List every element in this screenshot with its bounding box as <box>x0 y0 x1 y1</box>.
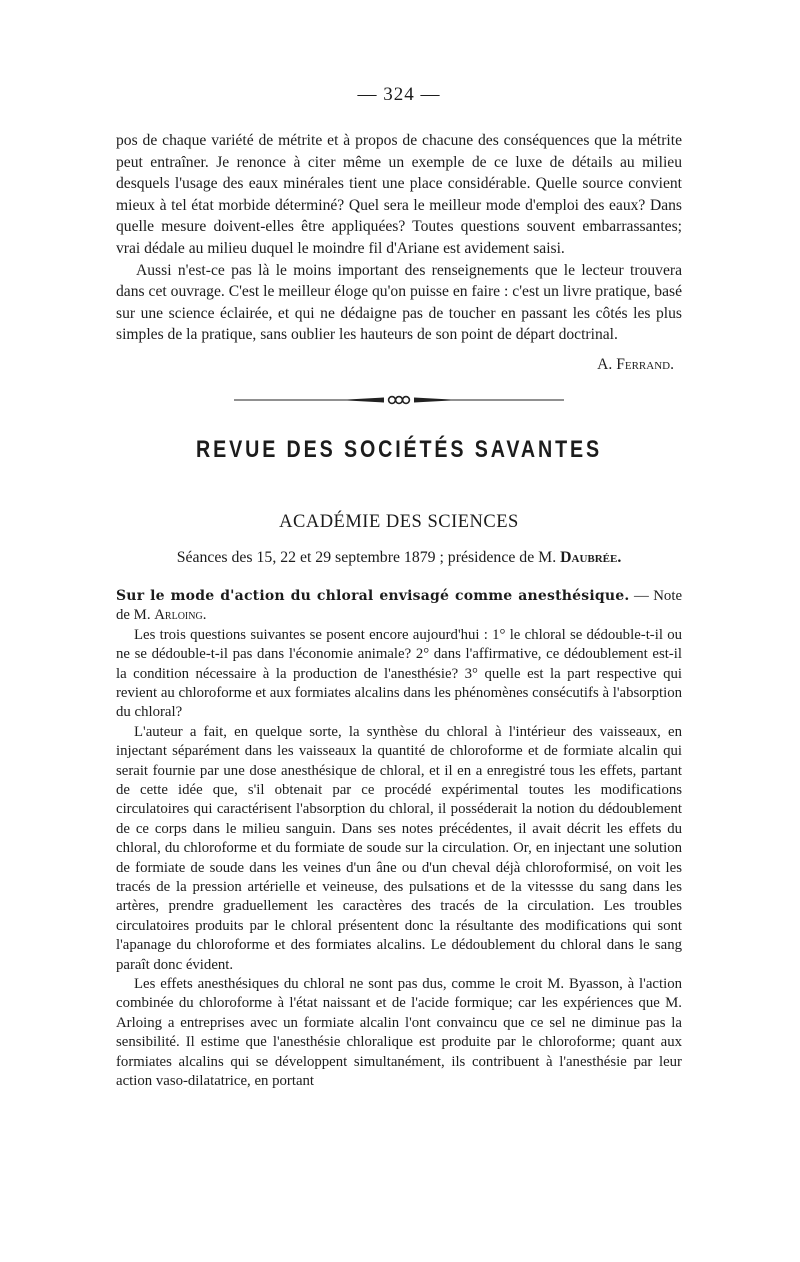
ornament-rule-icon <box>234 394 564 406</box>
page-number: — 324 — <box>357 84 441 105</box>
subsection-title: ACADÉMIE DES SCIENCES <box>279 511 519 532</box>
article-paragraph-1: Les trois questions suivantes se posent encore aujourd'hui : 1° le chloral se dédouble-t-il ou ne se dédouble-t-il pas dans l'économie animale? 2° dans l'affirmative, ce dédoublement est-il la condition nécessaire à la production de l'anesthésie? 3° quelle est la part respective qui revient au chloroforme et aux formiates alcalins dans les phénomènes consécutifs à l'absorption du chloral? <box>116 626 682 721</box>
session-line <box>116 549 682 567</box>
article-paragraph-3: Les effets anesthésiques du chloral ne sont pas dus, comme le croit M. Byasson, à l'action combinée du chloroforme à l'état naissant et de l'acide formique; car les expériences que M. Arloing a entreprises avec un formiate alcalin l'ont convaincu que ce sel ne diminue pas la sensibilité. Il estime que l'anesthésie chloralique est produite par le chloroforme; quant aux formiates alcalins qui se développent simultanément, ils contribuent à l'anesthésie par leur action vaso-dilatatrice, en portant <box>116 976 682 1090</box>
article-heading <box>116 587 682 626</box>
review-text <box>116 130 682 346</box>
session-text: Séances des 15, 22 et 29 septembre 1879 ; présidence de M. <box>176 548 557 566</box>
article-note-prefix: — Note de M. <box>116 587 683 624</box>
article-paragraph-2: L'auteur a fait, en quelque sorte, la synthèse du chloral à l'intérieur des vaisseaux, en injectant séparément dans les vaisseaux la quantité de chloroforme et de formiate alcalin qui serait fournie par une dose anesthésique de chloral, et il en a enregistré tous les effets, partant de cette idée que, s'il obtenait par ce procédé expérimental toutes les modifications circulatoires qui caractérisent l'absorption du chloral, il posséderait la notion du dédoublement de ce corps dans le milieu sanguin. Dans ses notes précédentes, il avait décrit les effets du chloral, du chloroforme et du formiate de soude sur la circulation. Or, en injectant une solution de formiate de soude dans les veines d'un âne ou d'un cheval déjà chloroformisé, on voit les tracés de la pression artérielle et veineuse, des pulsations et de la vitessse du sang dans les artères, prendre graduellement les caractères des tracés de la circulation. Les troubles circulatoires produits par le chloral présentent donc la résultante des modifications qui sont l'apanage du chloroforme et des formiates alcalins. Le dédoublement du chloral dans le sang paraît donc évident. <box>116 723 682 973</box>
section-title: REVUE DES SOCIÉTÉS SAVANTES <box>196 435 602 463</box>
signature-text: A. Ferrand. <box>597 355 674 373</box>
review-paragraph-1: pos de chaque variété de métrite et à propos de chacune des conséquences que la métrite peut entraîner. Je renonce à citer même un exemple de ce luxe de détails au milieu desquels l'usage des eaux minérales tient une place considérable. Quelle source convient mieux à tel état morbide déterminé? Quel sera le meilleur mode d'emploi des eaux? Dans quelle mesure doivent-elles être appliquées? Toutes questions souvent embarrassantes; vrai dédale au milieu duquel le moindre fil d'Ariane est avidement saisi. <box>116 132 682 257</box>
article-title: Sur le mode d'action du chloral envisagé comme anesthésique. <box>116 587 630 604</box>
article-author: Arloing. <box>154 607 207 624</box>
page <box>116 84 682 1092</box>
article <box>116 587 682 1092</box>
ornament-divider <box>234 392 564 408</box>
review-signature <box>116 356 682 374</box>
review-paragraph-2: Aussi n'est-ce pas là le moins important des renseignements que le lecteur trouvera dans cet ouvrage. C'est le meilleur éloge qu'on puisse en faire : c'est un livre pratique, basé sur une science éclairée, et qui ne dédaigne pas de toucher en passant les côtés les plus simples de la pratique, sans oublier les hauteurs de son point de départ doctrinal. <box>116 261 682 344</box>
session-president: Daubrée. <box>560 548 622 566</box>
